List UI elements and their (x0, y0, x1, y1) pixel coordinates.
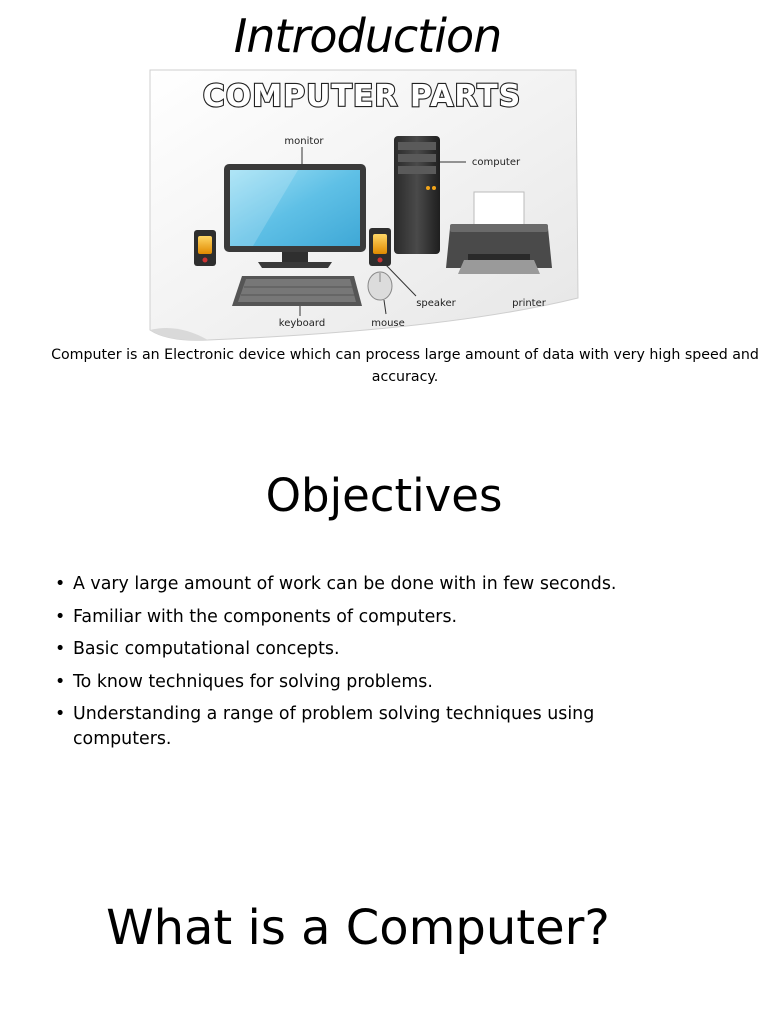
objectives-title: Objectives (265, 469, 503, 522)
objective-text: Familiar with the components of computers. (73, 606, 458, 627)
bullet-symbol: • (55, 606, 66, 627)
intro-title: Introduction (233, 9, 502, 63)
objectives-list (55, 572, 695, 760)
figure-heading: COMPUTER PARTS (202, 79, 522, 114)
computer-parts-figure (148, 68, 580, 343)
list-item (55, 572, 695, 597)
bullet-symbol: • (55, 639, 66, 659)
label-mouse: mouse (371, 318, 405, 329)
label-speaker: speaker (416, 298, 456, 309)
right-speaker-illustration (369, 228, 391, 266)
what-is-computer-title: What is a Computer? (106, 900, 610, 956)
objective-text: Basic computational concepts. (73, 639, 340, 659)
objective-text: Understanding a range of problem solving techniques using computers. (73, 704, 595, 749)
objective-text: A vary large amount of work can be done with in few seconds. (73, 574, 617, 594)
bullet-symbol: • (55, 574, 66, 594)
list-item (55, 670, 695, 695)
label-computer: computer (471, 157, 521, 168)
bullet-symbol: • (55, 671, 66, 692)
list-item (55, 605, 695, 630)
computer-tower-illustration (394, 136, 440, 254)
bullet-symbol: • (55, 704, 66, 724)
objective-text: To know techniques for solving problems. (73, 671, 433, 692)
mouse-illustration (368, 272, 392, 300)
label-monitor: monitor (284, 136, 324, 147)
keyboard-illustration (232, 276, 362, 306)
list-item (55, 702, 695, 752)
label-printer: printer (512, 298, 546, 309)
intro-caption: Computer is an Electronic device which can process large amount of data with very high speed and accuracy. (51, 347, 759, 385)
list-item (55, 637, 695, 662)
label-keyboard: keyboard (278, 318, 326, 329)
left-speaker-illustration (194, 230, 216, 266)
